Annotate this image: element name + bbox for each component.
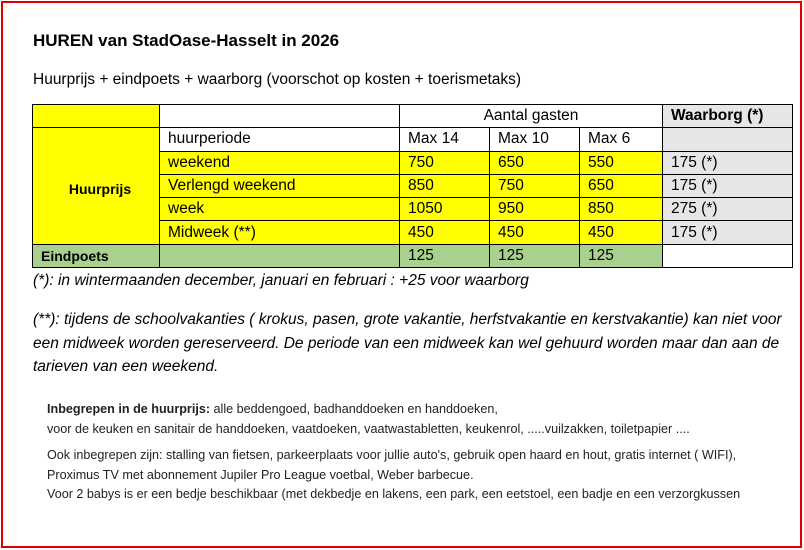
eindpoets-empty-cell: [160, 244, 400, 267]
included-line: [47, 400, 792, 420]
price-cell: 450: [580, 221, 663, 244]
price-cell: 750: [400, 151, 490, 174]
price-cell: 650: [580, 174, 663, 197]
price-table: [32, 104, 793, 268]
included-label: Inbegrepen in de huurprijs:: [47, 402, 211, 416]
eindpoets-row: [33, 244, 793, 267]
waarborg-header: Waarborg (*): [663, 105, 793, 128]
table-subheader-row: [33, 128, 793, 151]
waarborg-cell: 275 (*): [663, 198, 793, 221]
included-line-text: alle beddengoed, badhanddoeken en handdoeken,: [210, 402, 498, 416]
price-cell: 650: [490, 151, 580, 174]
included-section: [47, 400, 792, 505]
school-holiday-note: (**): tijdens de schoolvakanties ( krokus, pasen, grote vakantie, herfstvakantie en kerstvakantie) kan niet voor een midweek worden gereserveerd. De periode van een midweek kan wel gehuurd worden maar dan aan de tarieven van een weekend.: [33, 311, 782, 375]
period-cell: Midweek (**): [160, 221, 400, 244]
eindpoets-cell: 125: [400, 244, 490, 267]
page-title: HUREN van StadOase-Hasselt in 2026: [33, 31, 340, 50]
guest-col-header: Max 10: [490, 128, 580, 151]
eindpoets-label: Eindpoets: [33, 244, 160, 267]
price-cell: 450: [490, 221, 580, 244]
price-cell: 1050: [400, 198, 490, 221]
huurprijs-label-text: Huurprijs: [68, 181, 132, 198]
price-cell: 950: [490, 198, 580, 221]
eindpoets-cell: 125: [490, 244, 580, 267]
price-cell: 850: [580, 198, 663, 221]
guest-col-header: Max 14: [400, 128, 490, 151]
also-included-line: Ook inbegrepen zijn: stalling van fietsen, parkeerplaats voor jullie auto's, gebruik open haard en hout, gratis internet ( WIFI), Proximus TV met abonnement Jupiler Pro League voetbal, Weber barbecue.: [47, 448, 737, 482]
included-line: voor de keuken en sanitair de handdoeken, vaatdoeken, vaatwastabletten, keukenrol, .....vuilzakken, toiletpapier ....: [47, 421, 690, 436]
waarborg-cell: 175 (*): [663, 174, 793, 197]
page-subtitle: Huurprijs + eindpoets + waarborg (voorschot op kosten + toerismetaks): [33, 71, 522, 88]
eindpoets-cell: 125: [580, 244, 663, 267]
price-cell: 750: [490, 174, 580, 197]
period-cell: week: [160, 198, 400, 221]
table-corner-cell: [33, 105, 160, 128]
waarborg-empty-cell: [663, 128, 793, 151]
waarborg-cell: 175 (*): [663, 151, 793, 174]
table-empty-header-cell: [160, 105, 400, 128]
table-header-row: [33, 105, 793, 128]
price-cell: 550: [580, 151, 663, 174]
period-cell: weekend: [160, 151, 400, 174]
eindpoets-waarborg-cell: [663, 244, 793, 267]
winter-note: (*): in wintermaanden december, januari en februari : +25 voor waarborg: [33, 272, 529, 289]
guest-col-header: Max 6: [580, 128, 663, 151]
price-cell: 850: [400, 174, 490, 197]
baby-line: Voor 2 babys is er een bedje beschikbaar (met dekbedje en lakens, een park, een eetstoel, een badje en een verzorgkussen: [47, 487, 741, 502]
period-cell: Verlengd weekend: [160, 174, 400, 197]
huurprijs-label: [33, 128, 160, 244]
price-cell: 450: [400, 221, 490, 244]
period-header: huurperiode: [160, 128, 400, 151]
waarborg-cell: 175 (*): [663, 221, 793, 244]
group-header: Aantal gasten: [400, 105, 663, 128]
